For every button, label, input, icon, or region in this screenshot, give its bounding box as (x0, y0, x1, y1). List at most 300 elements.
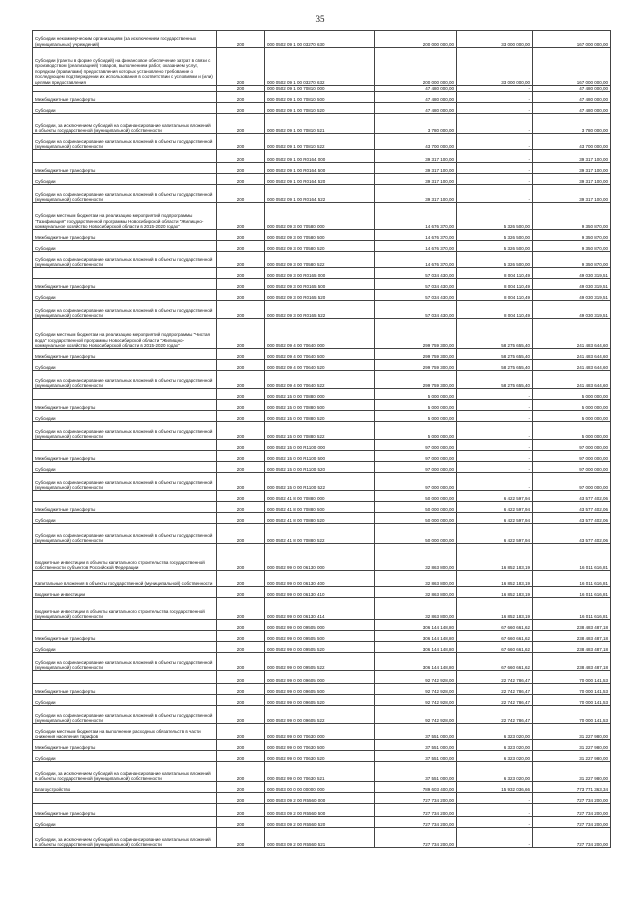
row-approved-amount-cell: 92 742 928,00 (375, 671, 457, 684)
row-executed-amount-cell: 16 852 183,19 (457, 587, 533, 598)
row-code-cell: 200 (217, 695, 265, 706)
row-unexecuted-amount-cell: 39 317 100,00 (533, 185, 611, 203)
row-classification-code-cell: 000 0502 99 0 00 06130 414 (265, 598, 375, 620)
row-code-cell: 200 (217, 782, 265, 793)
table-row (33, 524, 611, 544)
row-unexecuted-amount-cell: 43 700 000,00 (533, 134, 611, 150)
row-classification-code-cell: 000 0502 09 3 00 70580 500 (265, 230, 375, 241)
row-code-cell: 200 (217, 163, 265, 174)
row-classification-code-cell: 000 0502 09 3 00 70580 520 (265, 241, 375, 252)
table-row (33, 782, 611, 793)
row-name-cell: Межбюджетные трансферты (33, 92, 217, 103)
row-name-cell: Субсидии на софинансирование капитальных вложений в объекты государственной (муниципальной) собственности (33, 185, 217, 203)
row-classification-code-cell: 000 0502 41 8 00 70880 520 (265, 513, 375, 524)
row-approved-amount-cell: 39 317 100,00 (375, 150, 457, 163)
table-row (33, 268, 611, 279)
table-row (33, 360, 611, 371)
row-name-cell: Межбюджетные трансферты (33, 740, 217, 751)
row-code-cell: 200 (217, 740, 265, 751)
row-code-cell: 200 (217, 473, 265, 491)
row-classification-code-cell: 000 0502 41 8 00 70880 500 (265, 502, 375, 513)
table-row (33, 544, 611, 571)
row-code-cell: 200 (217, 828, 265, 848)
row-executed-amount-cell: 8 004 110,49 (457, 301, 533, 319)
row-executed-amount-cell: 15 932 036,66 (457, 782, 533, 793)
row-unexecuted-amount-cell: 16 011 616,81 (533, 587, 611, 598)
row-executed-amount-cell: - (457, 103, 533, 114)
row-executed-amount-cell: - (457, 422, 533, 440)
row-approved-amount-cell: 37 551 000,00 (375, 740, 457, 751)
row-classification-code-cell: 000 0502 99 0 00 09605 000 (265, 671, 375, 684)
row-approved-amount-cell: 3 780 000,00 (375, 114, 457, 134)
row-unexecuted-amount-cell: 9 350 870,00 (533, 252, 611, 268)
row-approved-amount-cell: 727 734 200,00 (375, 804, 457, 817)
row-approved-amount-cell: 32 863 800,00 (375, 587, 457, 598)
row-code-cell: 200 (217, 684, 265, 695)
row-unexecuted-amount-cell: 773 771 363,34 (533, 782, 611, 793)
row-approved-amount-cell: 306 144 148,80 (375, 620, 457, 631)
row-classification-code-cell: 000 0502 09 1 00 70810 000 (265, 86, 375, 92)
row-name-cell: Субсидии местным бюджетам на реализацию мероприятий подпрограммы "Чистая вода" государственной программы Новосибирской области "Жилищно-коммунальное хозяйство Новосибирской области в 2015-2020 годах" (33, 319, 217, 349)
row-code-cell: 200 (217, 319, 265, 349)
row-approved-amount-cell: 37 551 000,00 (375, 762, 457, 782)
table-row (33, 185, 611, 203)
table-row (33, 513, 611, 524)
row-code-cell: 200 (217, 279, 265, 290)
row-executed-amount-cell: 33 000 000,00 (457, 48, 533, 86)
row-unexecuted-amount-cell: 241 483 644,60 (533, 349, 611, 360)
row-classification-code-cell: 000 0503 00 0 00 00000 000 (265, 782, 375, 793)
row-approved-amount-cell: 50 000 000,00 (375, 524, 457, 544)
row-executed-amount-cell: 6 323 020,00 (457, 762, 533, 782)
row-unexecuted-amount-cell: 97 000 000,00 (533, 462, 611, 473)
row-approved-amount-cell: 57 034 430,00 (375, 279, 457, 290)
row-executed-amount-cell: - (457, 473, 533, 491)
table-row (33, 828, 611, 848)
row-classification-code-cell: 000 0502 09 1 00 70810 520 (265, 103, 375, 114)
table-row (33, 762, 611, 782)
row-executed-amount-cell: 58 275 655,40 (457, 371, 533, 389)
table-row (33, 241, 611, 252)
row-name-cell: Межбюджетные трансферты (33, 502, 217, 513)
row-executed-amount-cell: - (457, 817, 533, 828)
table-row (33, 571, 611, 587)
row-unexecuted-amount-cell: 16 011 616,81 (533, 598, 611, 620)
table-row (33, 620, 611, 631)
row-name-cell: Субсидии некоммерческим организациям (за исключением государственных (муниципальных) учреждений) (33, 31, 217, 48)
row-classification-code-cell: 000 0503 09 2 00 R5560 520 (265, 817, 375, 828)
row-approved-amount-cell: 14 676 370,00 (375, 252, 457, 268)
table-row (33, 695, 611, 706)
table-row (33, 252, 611, 268)
row-approved-amount-cell: 97 000 000,00 (375, 440, 457, 451)
row-name-cell: Межбюджетные трансферты (33, 279, 217, 290)
row-classification-code-cell: 000 0502 99 0 00 70630 521 (265, 762, 375, 782)
row-executed-amount-cell: 67 660 661,62 (457, 631, 533, 642)
row-classification-code-cell: 000 0502 09 3 00 70580 522 (265, 252, 375, 268)
row-executed-amount-cell: - (457, 804, 533, 817)
row-name-cell: Межбюджетные трансферты (33, 163, 217, 174)
row-classification-code-cell: 000 0502 15 0 00 70880 500 (265, 400, 375, 411)
row-unexecuted-amount-cell: 5 000 000,00 (533, 422, 611, 440)
row-approved-amount-cell: 37 551 000,00 (375, 724, 457, 740)
row-code-cell: 200 (217, 422, 265, 440)
row-executed-amount-cell: 16 852 183,19 (457, 598, 533, 620)
row-name-cell (33, 268, 217, 279)
row-classification-code-cell: 000 0502 09 1 00 R0164 000 (265, 150, 375, 163)
table-row (33, 349, 611, 360)
row-unexecuted-amount-cell: 238 483 487,18 (533, 642, 611, 653)
row-unexecuted-amount-cell: 5 000 000,00 (533, 411, 611, 422)
row-approved-amount-cell: 299 759 300,00 (375, 371, 457, 389)
row-approved-amount-cell: 306 144 148,80 (375, 653, 457, 671)
row-executed-amount-cell: 6 422 597,94 (457, 502, 533, 513)
row-code-cell: 200 (217, 134, 265, 150)
row-unexecuted-amount-cell: 70 000 141,53 (533, 684, 611, 695)
row-approved-amount-cell: 97 000 000,00 (375, 473, 457, 491)
row-executed-amount-cell: - (457, 400, 533, 411)
row-approved-amount-cell: 37 551 000,00 (375, 751, 457, 762)
row-approved-amount-cell: 299 759 300,00 (375, 349, 457, 360)
row-executed-amount-cell: - (457, 86, 533, 92)
row-unexecuted-amount-cell: 9 350 870,00 (533, 230, 611, 241)
row-unexecuted-amount-cell: 727 734 200,00 (533, 804, 611, 817)
row-classification-code-cell: 000 0502 15 0 00 R1100 522 (265, 473, 375, 491)
row-name-cell: Благоустройство (33, 782, 217, 793)
row-executed-amount-cell: 22 742 786,47 (457, 706, 533, 724)
row-classification-code-cell: 000 0502 09 1 00 R0164 520 (265, 174, 375, 185)
row-code-cell: 200 (217, 451, 265, 462)
table-row (33, 462, 611, 473)
row-name-cell: Субсидии (33, 642, 217, 653)
row-name-cell: Субсидии, за исключением субсидий на софинансирование капитальных вложений в объекты государственной (муниципальной) собственности (33, 114, 217, 134)
row-unexecuted-amount-cell: 39 317 100,00 (533, 174, 611, 185)
row-name-cell: Субсидии на софинансирование капитальных вложений в объекты государственной (муниципальной) собственности (33, 473, 217, 491)
row-name-cell: Субсидии (33, 241, 217, 252)
row-classification-code-cell: 000 0502 09 3 00 70580 000 (265, 203, 375, 230)
row-unexecuted-amount-cell: 97 000 000,00 (533, 473, 611, 491)
row-name-cell: Субсидии (33, 411, 217, 422)
row-name-cell: Капитальные вложения в объекты государственной (муниципальной) собственности (33, 571, 217, 587)
row-code-cell: 200 (217, 92, 265, 103)
row-name-cell: Субсидии (33, 751, 217, 762)
row-code-cell: 200 (217, 571, 265, 587)
row-name-cell: Субсидии на софинансирование капитальных вложений в объекты государственной (муниципальной) собственности (33, 371, 217, 389)
table-row (33, 642, 611, 653)
row-approved-amount-cell: 727 734 200,00 (375, 817, 457, 828)
row-classification-code-cell: 000 0502 41 8 00 70880 000 (265, 491, 375, 502)
row-unexecuted-amount-cell: 31 227 980,00 (533, 751, 611, 762)
row-unexecuted-amount-cell: 238 483 487,18 (533, 653, 611, 671)
row-unexecuted-amount-cell: 97 000 000,00 (533, 451, 611, 462)
row-classification-code-cell: 000 0503 09 2 00 R5560 000 (265, 793, 375, 804)
table-row (33, 103, 611, 114)
row-classification-code-cell: 000 0502 99 0 00 70630 520 (265, 751, 375, 762)
row-classification-code-cell: 000 0502 99 0 00 06130 410 (265, 587, 375, 598)
table-row (33, 290, 611, 301)
row-code-cell: 200 (217, 762, 265, 782)
row-code-cell: 200 (217, 587, 265, 598)
row-classification-code-cell: 000 0502 15 0 00 70880 520 (265, 411, 375, 422)
row-code-cell: 200 (217, 544, 265, 571)
row-approved-amount-cell: 47 480 000,00 (375, 103, 457, 114)
row-name-cell: Субсидии (33, 174, 217, 185)
row-name-cell (33, 440, 217, 451)
row-classification-code-cell: 000 0502 41 8 00 70880 522 (265, 524, 375, 544)
row-unexecuted-amount-cell: 241 483 644,60 (533, 319, 611, 349)
row-classification-code-cell: 000 0502 09 4 00 70640 500 (265, 349, 375, 360)
row-unexecuted-amount-cell: 39 317 100,00 (533, 163, 611, 174)
row-code-cell: 200 (217, 230, 265, 241)
row-classification-code-cell: 000 0502 99 0 00 09505 520 (265, 642, 375, 653)
row-executed-amount-cell: 6 323 020,00 (457, 751, 533, 762)
table-body (33, 31, 611, 848)
row-classification-code-cell: 000 0502 09 3 00 R0165 500 (265, 279, 375, 290)
budget-execution-table (32, 30, 611, 848)
table-row (33, 389, 611, 400)
row-code-cell: 200 (217, 185, 265, 203)
row-name-cell: Межбюджетные трансферты (33, 684, 217, 695)
row-code-cell: 200 (217, 150, 265, 163)
table-row (33, 473, 611, 491)
row-name-cell: Межбюджетные трансферты (33, 631, 217, 642)
row-code-cell: 200 (217, 598, 265, 620)
row-code-cell: 200 (217, 389, 265, 400)
row-executed-amount-cell: 6 323 020,00 (457, 740, 533, 751)
row-approved-amount-cell: 306 144 148,80 (375, 642, 457, 653)
row-classification-code-cell: 000 0502 09 1 00 03270 630 (265, 31, 375, 48)
row-name-cell: Субсидии на софинансирование капитальных вложений в объекты государственной (муниципальной) собственности (33, 706, 217, 724)
row-approved-amount-cell: 39 317 100,00 (375, 185, 457, 203)
row-unexecuted-amount-cell: 31 227 980,00 (533, 724, 611, 740)
row-name-cell: Межбюджетные трансферты (33, 804, 217, 817)
table-row (33, 440, 611, 451)
row-code-cell: 200 (217, 48, 265, 86)
row-name-cell: Субсидии местным бюджетам на реализацию мероприятий подпрограммы "Газификация" государственной программы Новосибирской области "Жилищно-коммунальное хозяйство Новосибирской области в 2015-2020 годах" (33, 203, 217, 230)
row-executed-amount-cell: - (457, 114, 533, 134)
row-code-cell: 200 (217, 174, 265, 185)
row-code-cell: 200 (217, 31, 265, 48)
row-approved-amount-cell: 92 742 928,00 (375, 695, 457, 706)
row-executed-amount-cell: 6 422 597,94 (457, 524, 533, 544)
row-code-cell: 200 (217, 620, 265, 631)
row-classification-code-cell: 000 0502 99 0 00 70630 500 (265, 740, 375, 751)
row-name-cell: Субсидии (33, 695, 217, 706)
table-row (33, 817, 611, 828)
row-code-cell: 200 (217, 301, 265, 319)
row-code-cell: 200 (217, 103, 265, 114)
row-name-cell: Бюджетные инвестиции в объекты капитального строительства государственной (муниципальной) собственности (33, 598, 217, 620)
row-unexecuted-amount-cell: 47 480 000,00 (533, 92, 611, 103)
row-executed-amount-cell: 22 742 786,47 (457, 671, 533, 684)
row-approved-amount-cell: 50 000 000,00 (375, 491, 457, 502)
row-name-cell: Бюджетные инвестиции в объекты капитального строительства государственной собственности субъектов Российской Федерации (33, 544, 217, 571)
row-unexecuted-amount-cell: 43 577 402,06 (533, 513, 611, 524)
row-classification-code-cell: 000 0502 15 0 00 R1100 000 (265, 440, 375, 451)
table-row (33, 451, 611, 462)
row-classification-code-cell: 000 0502 15 0 00 R1100 500 (265, 451, 375, 462)
row-executed-amount-cell: 22 742 786,47 (457, 695, 533, 706)
table-row (33, 48, 611, 86)
row-classification-code-cell: 000 0502 15 0 00 70880 000 (265, 389, 375, 400)
row-name-cell (33, 150, 217, 163)
row-unexecuted-amount-cell: 43 577 402,06 (533, 524, 611, 544)
table-row (33, 150, 611, 163)
row-classification-code-cell: 000 0502 99 0 00 06130 400 (265, 571, 375, 587)
row-approved-amount-cell: 200 000 000,00 (375, 48, 457, 86)
row-name-cell: Субсидии на софинансирование капитальных вложений в объекты государственной (муниципальной) собственности (33, 524, 217, 544)
table-row (33, 684, 611, 695)
row-classification-code-cell: 000 0502 09 1 00 70810 521 (265, 114, 375, 134)
row-unexecuted-amount-cell: 43 577 402,06 (533, 491, 611, 502)
row-classification-code-cell: 000 0502 09 3 00 R0165 000 (265, 268, 375, 279)
row-approved-amount-cell: 92 742 928,00 (375, 706, 457, 724)
row-approved-amount-cell: 200 000 000,00 (375, 31, 457, 48)
row-name-cell: Межбюджетные трансферты (33, 349, 217, 360)
row-code-cell: 200 (217, 241, 265, 252)
row-classification-code-cell: 000 0502 09 4 00 70640 520 (265, 360, 375, 371)
row-name-cell: Межбюджетные трансферты (33, 451, 217, 462)
table-row (33, 706, 611, 724)
row-classification-code-cell: 000 0502 99 0 00 70630 000 (265, 724, 375, 740)
row-approved-amount-cell: 97 000 000,00 (375, 462, 457, 473)
row-unexecuted-amount-cell: 167 000 000,00 (533, 48, 611, 86)
row-unexecuted-amount-cell: 97 000 000,00 (533, 440, 611, 451)
row-executed-amount-cell: - (457, 185, 533, 203)
row-unexecuted-amount-cell: 49 030 319,51 (533, 301, 611, 319)
row-classification-code-cell: 000 0502 99 0 00 09605 520 (265, 695, 375, 706)
row-unexecuted-amount-cell: 241 483 644,60 (533, 360, 611, 371)
page-number: 35 (315, 14, 325, 24)
row-unexecuted-amount-cell: 49 030 319,51 (533, 268, 611, 279)
row-classification-code-cell: 000 0502 99 0 00 09605 522 (265, 706, 375, 724)
row-code-cell: 200 (217, 400, 265, 411)
row-classification-code-cell: 000 0502 99 0 00 09505 522 (265, 653, 375, 671)
table-row (33, 31, 611, 48)
table-row (33, 301, 611, 319)
row-classification-code-cell: 000 0502 09 1 00 03270 632 (265, 48, 375, 86)
table-row (33, 134, 611, 150)
row-name-cell (33, 620, 217, 631)
row-classification-code-cell: 000 0502 99 0 00 09505 000 (265, 620, 375, 631)
row-unexecuted-amount-cell: 727 734 200,00 (533, 828, 611, 848)
row-name-cell: Субсидии (33, 462, 217, 473)
table-row (33, 114, 611, 134)
row-executed-amount-cell: - (457, 134, 533, 150)
row-unexecuted-amount-cell: 31 227 980,00 (533, 762, 611, 782)
table-row (33, 400, 611, 411)
row-name-cell (33, 389, 217, 400)
table-row (33, 653, 611, 671)
row-code-cell: 200 (217, 360, 265, 371)
row-unexecuted-amount-cell: 16 011 616,81 (533, 544, 611, 571)
row-executed-amount-cell: 67 660 661,62 (457, 653, 533, 671)
row-approved-amount-cell: 299 759 300,00 (375, 319, 457, 349)
row-code-cell: 200 (217, 203, 265, 230)
row-code-cell: 200 (217, 751, 265, 762)
row-name-cell: Субсидии на софинансирование капитальных вложений в объекты государственной (муниципальной) собственности (33, 301, 217, 319)
row-executed-amount-cell: 67 660 661,62 (457, 642, 533, 653)
row-unexecuted-amount-cell: 167 000 000,00 (533, 31, 611, 48)
row-code-cell: 200 (217, 411, 265, 422)
table-row (33, 163, 611, 174)
row-classification-code-cell: 000 0502 09 1 00 R0164 522 (265, 185, 375, 203)
row-approved-amount-cell: 57 034 430,00 (375, 268, 457, 279)
table-row (33, 587, 611, 598)
row-approved-amount-cell: 39 317 100,00 (375, 163, 457, 174)
row-name-cell: Субсидии (33, 817, 217, 828)
row-name-cell (33, 671, 217, 684)
row-executed-amount-cell: 22 742 786,47 (457, 684, 533, 695)
table-row (33, 371, 611, 389)
row-unexecuted-amount-cell: 241 483 644,60 (533, 371, 611, 389)
row-name-cell: Субсидии (33, 513, 217, 524)
row-executed-amount-cell: - (457, 411, 533, 422)
row-unexecuted-amount-cell: 5 000 000,00 (533, 389, 611, 400)
row-code-cell: 200 (217, 724, 265, 740)
row-executed-amount-cell: 5 326 500,00 (457, 241, 533, 252)
row-classification-code-cell: 000 0502 09 1 00 R0164 500 (265, 163, 375, 174)
row-code-cell: 200 (217, 86, 265, 92)
row-executed-amount-cell: - (457, 462, 533, 473)
table-row (33, 174, 611, 185)
row-approved-amount-cell: 47 480 000,00 (375, 92, 457, 103)
row-name-cell: Субсидии на софинансирование капитальных вложений в объекты государственной (муниципальной) собственности (33, 134, 217, 150)
table-row (33, 751, 611, 762)
row-code-cell: 200 (217, 502, 265, 513)
row-name-cell: Субсидии (33, 103, 217, 114)
row-executed-amount-cell: 5 326 500,00 (457, 230, 533, 241)
row-executed-amount-cell: - (457, 389, 533, 400)
row-executed-amount-cell: 8 004 110,49 (457, 279, 533, 290)
row-code-cell: 200 (217, 804, 265, 817)
row-executed-amount-cell: - (457, 92, 533, 103)
row-code-cell: 200 (217, 114, 265, 134)
row-executed-amount-cell: - (457, 793, 533, 804)
row-unexecuted-amount-cell: 238 483 487,18 (533, 631, 611, 642)
table-row (33, 631, 611, 642)
row-name-cell: Субсидии местным бюджетам на выполнение расходных обязательств в части снижения населения тарифов (33, 724, 217, 740)
row-executed-amount-cell: 58 275 655,40 (457, 319, 533, 349)
table-row (33, 793, 611, 804)
row-approved-amount-cell: 306 144 148,80 (375, 631, 457, 642)
row-name-cell: Субсидии (33, 290, 217, 301)
table-row (33, 411, 611, 422)
row-executed-amount-cell: 58 275 655,40 (457, 360, 533, 371)
row-code-cell: 200 (217, 513, 265, 524)
row-approved-amount-cell: 5 000 000,00 (375, 400, 457, 411)
row-classification-code-cell: 000 0503 09 2 00 R5560 500 (265, 804, 375, 817)
row-classification-code-cell: 000 0502 09 4 00 70640 000 (265, 319, 375, 349)
row-approved-amount-cell: 5 000 000,00 (375, 422, 457, 440)
row-unexecuted-amount-cell: 3 780 000,00 (533, 114, 611, 134)
row-approved-amount-cell: 32 863 800,00 (375, 598, 457, 620)
row-approved-amount-cell: 14 676 370,00 (375, 241, 457, 252)
row-unexecuted-amount-cell: 727 734 200,00 (533, 793, 611, 804)
row-approved-amount-cell: 5 000 000,00 (375, 389, 457, 400)
row-code-cell: 200 (217, 252, 265, 268)
row-approved-amount-cell: 97 000 000,00 (375, 451, 457, 462)
row-name-cell: Субсидии на софинансирование капитальных вложений в объекты государственной (муниципальной) собственности (33, 252, 217, 268)
row-approved-amount-cell: 50 000 000,00 (375, 502, 457, 513)
row-name-cell: Субсидии (33, 360, 217, 371)
row-unexecuted-amount-cell: 49 030 319,51 (533, 279, 611, 290)
table-row (33, 422, 611, 440)
row-code-cell: 200 (217, 349, 265, 360)
row-executed-amount-cell: 5 326 500,00 (457, 203, 533, 230)
table-row (33, 92, 611, 103)
row-classification-code-cell: 000 0502 09 4 00 70640 522 (265, 371, 375, 389)
